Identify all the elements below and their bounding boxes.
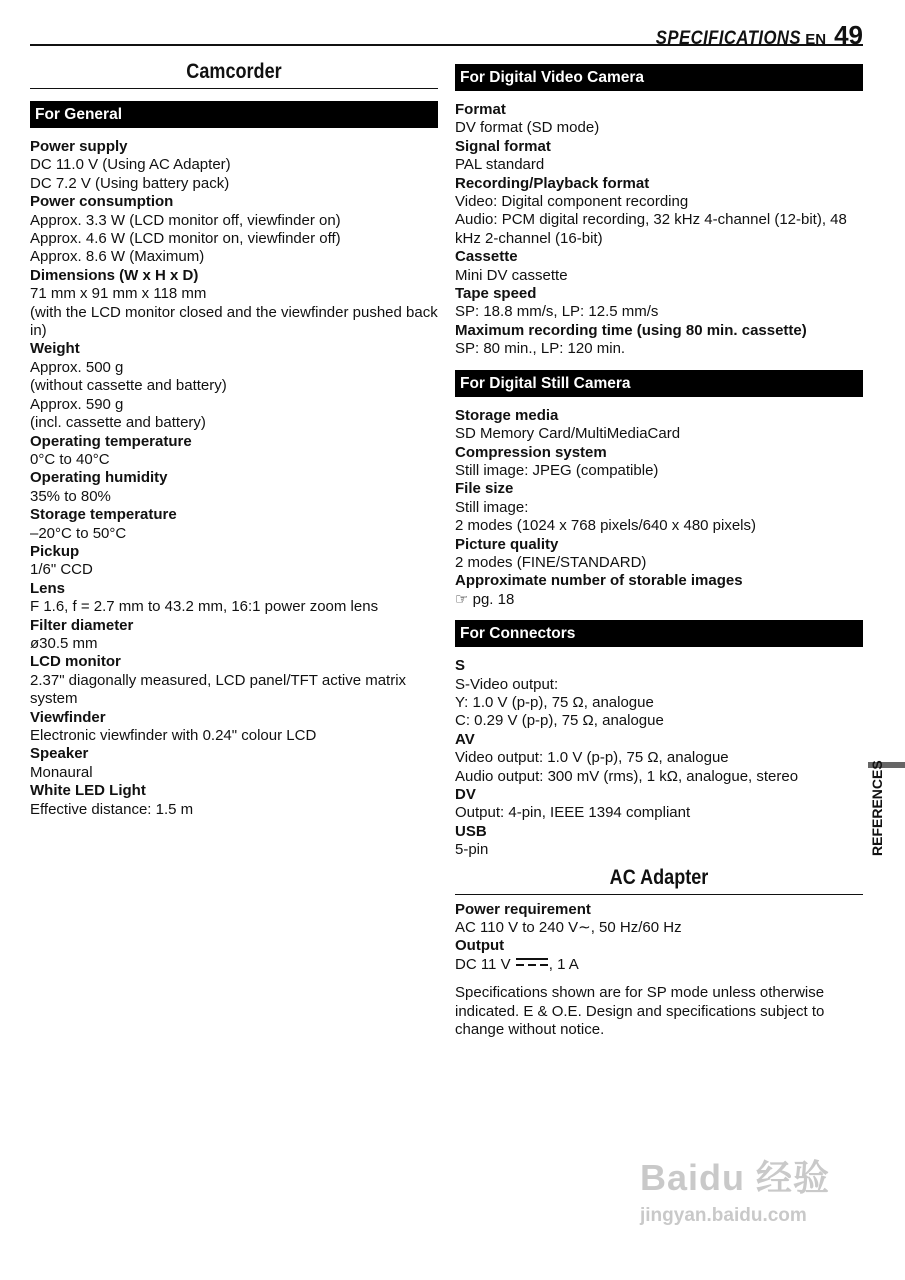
spec-label: Cassette <box>455 248 518 266</box>
spec-label: White LED Light <box>30 782 146 800</box>
spec-value: Approx. 3.3 W (LCD monitor off, viewfinder on) <box>30 211 341 229</box>
spec-label: Tape speed <box>455 285 537 303</box>
spec-value: Y: 1.0 V (p-p), 75 Ω, analogue <box>455 693 654 711</box>
spec-value: Audio: PCM digital recording, 32 kHz 4-channel (12-bit), 48 kHz 2-channel (16-bit) <box>455 211 847 247</box>
spec-label: Lens <box>30 579 66 597</box>
video-bar: For Digital Video Camera <box>455 64 863 91</box>
spec-value: DC 7.2 V (Using battery pack) <box>30 174 230 192</box>
spec-value: Output: 4-pin, IEEE 1394 compliant <box>455 804 691 822</box>
spec-value: 2 modes (FINE/STANDARD) <box>455 553 647 571</box>
still-specs <box>455 407 863 609</box>
spec-label: File size <box>455 480 514 498</box>
spec-label: Power consumption <box>30 193 174 211</box>
page-header <box>636 20 863 51</box>
side-tab-label: REFERENCES <box>869 760 885 856</box>
spec-value: 0°C to 40°C <box>30 450 110 468</box>
still-bar: For Digital Still Camera <box>455 370 863 397</box>
watermark <box>640 1150 880 1260</box>
spec-label: Maximum recording time (using 80 min. cassette) <box>455 321 807 339</box>
spec-value: 1/6" CCD <box>30 561 93 579</box>
spec-value: S-Video output: <box>455 675 559 693</box>
spec-label: Operating temperature <box>30 432 192 450</box>
spec-label: Dimensions (W x H x D) <box>30 266 199 284</box>
connectors-bar: For Connectors <box>455 620 863 647</box>
watermark-logo: Baidu 经验 <box>640 1157 831 1198</box>
spec-label: Recording/Playback format <box>455 174 650 192</box>
spec-value: SD Memory Card/MultiMediaCard <box>455 425 681 443</box>
power-requirement-value: AC 110 V to 240 V∼, 50 Hz/60 Hz <box>455 919 682 937</box>
left-column <box>30 60 438 819</box>
spec-label: Weight <box>30 340 80 358</box>
watermark-url: jingyan.baidu.com <box>640 1205 807 1226</box>
spec-label: Compression system <box>455 443 607 461</box>
adapter-title-wrap <box>455 866 863 895</box>
spec-value: (incl. cassette and battery) <box>30 414 206 432</box>
spec-value: Video output: 1.0 V (p-p), 75 Ω, analogue <box>455 749 729 767</box>
spec-value: SP: 80 min., LP: 120 min. <box>455 340 626 358</box>
spec-value: 35% to 80% <box>30 487 111 505</box>
spec-value: 2 modes (1024 x 768 pixels/640 x 480 pixels) <box>455 517 757 535</box>
spec-label: Picture quality <box>455 535 559 553</box>
spec-value: Approx. 4.6 W (LCD monitor on, viewfinder off) <box>30 230 341 248</box>
spec-label: Speaker <box>30 745 89 763</box>
output-value <box>455 956 863 974</box>
spec-value: Video: Digital component recording <box>455 193 689 211</box>
spec-note: Specifications shown are for SP mode unless otherwise indicated. E & O.E. Design and specifications subject to change without notice. <box>455 984 825 1039</box>
spec-label: Viewfinder <box>30 708 106 726</box>
spec-value: PAL standard <box>455 156 545 174</box>
camcorder-title-wrap <box>30 60 438 89</box>
connector-specs <box>455 657 863 859</box>
spec-value: 71 mm x 91 mm x 118 mm <box>30 285 207 303</box>
spec-value: ø30.5 mm <box>30 634 98 652</box>
spec-label: LCD monitor <box>30 653 121 671</box>
spec-value: DV format (SD mode) <box>455 119 600 137</box>
spec-label: Filter diameter <box>30 616 134 634</box>
spec-value: DC 11.0 V (Using AC Adapter) <box>30 156 231 174</box>
spec-label: Approximate number of storable images <box>455 572 743 590</box>
spec-label: Format <box>455 101 506 118</box>
video-specs <box>455 101 863 359</box>
spec-label: Operating humidity <box>30 469 168 487</box>
spec-value: Still image: JPEG (compatible) <box>455 461 659 479</box>
spec-value: –20°C to 50°C <box>30 524 127 542</box>
output-label: Output <box>455 937 505 955</box>
spec-label: Storage media <box>455 406 559 424</box>
spec-value: C: 0.29 V (p-p), 75 Ω, analogue <box>455 712 664 730</box>
spec-value: Approx. 8.6 W (Maximum) <box>30 248 205 266</box>
spec-value: Approx. 500 g <box>30 358 124 376</box>
spec-value: (with the LCD monitor closed and the viewfinder pushed back in) <box>30 303 438 340</box>
spec-value: Electronic viewfinder with 0.24" colour LCD <box>30 727 317 744</box>
spec-label: S <box>455 657 466 675</box>
spec-value: Still image: <box>455 498 529 516</box>
header-title: SPECIFICATIONS <box>656 28 802 49</box>
spec-value: 2.37" diagonally measured, LCD panel/TFT active matrix system <box>30 671 407 708</box>
spec-value: (without cassette and battery) <box>30 377 227 395</box>
header-lang: EN <box>805 31 827 48</box>
spec-label: Storage temperature <box>30 506 177 524</box>
general-specs <box>30 138 438 819</box>
spec-value: Mini DV cassette <box>455 266 568 284</box>
spec-value: SP: 18.8 mm/s, LP: 12.5 mm/s <box>455 303 659 321</box>
spec-label: Signal format <box>455 137 551 155</box>
spec-label: Power supply <box>30 138 128 155</box>
power-requirement-label: Power requirement <box>455 900 591 918</box>
spec-label: Pickup <box>30 542 80 560</box>
right-column <box>455 64 863 1039</box>
spec-value: 5-pin <box>455 841 489 859</box>
dc-symbol-icon <box>516 958 548 967</box>
spec-value: Audio output: 300 mV (rms), 1 kΩ, analogue, stereo <box>455 767 799 785</box>
spec-value: Approx. 590 g <box>30 395 124 413</box>
spec-value: ☞ pg. 18 <box>455 590 515 608</box>
spec-value: F 1.6, f = 2.7 mm to 43.2 mm, 16:1 power zoom lens <box>30 598 379 616</box>
spec-value: Effective distance: 1.5 m <box>30 800 194 818</box>
spec-label: DV <box>455 786 476 803</box>
page-number: 49 <box>834 20 863 50</box>
spec-label: USB <box>455 822 487 840</box>
general-bar: For General <box>30 101 438 128</box>
spec-label: AV <box>455 730 475 748</box>
output-prefix: DC 11 V <box>455 955 511 973</box>
camcorder-title: Camcorder <box>186 60 282 83</box>
output-suffix: , 1 A <box>548 955 579 973</box>
spec-value: Monaural <box>30 763 93 781</box>
adapter-title: AC Adapter <box>609 865 709 889</box>
